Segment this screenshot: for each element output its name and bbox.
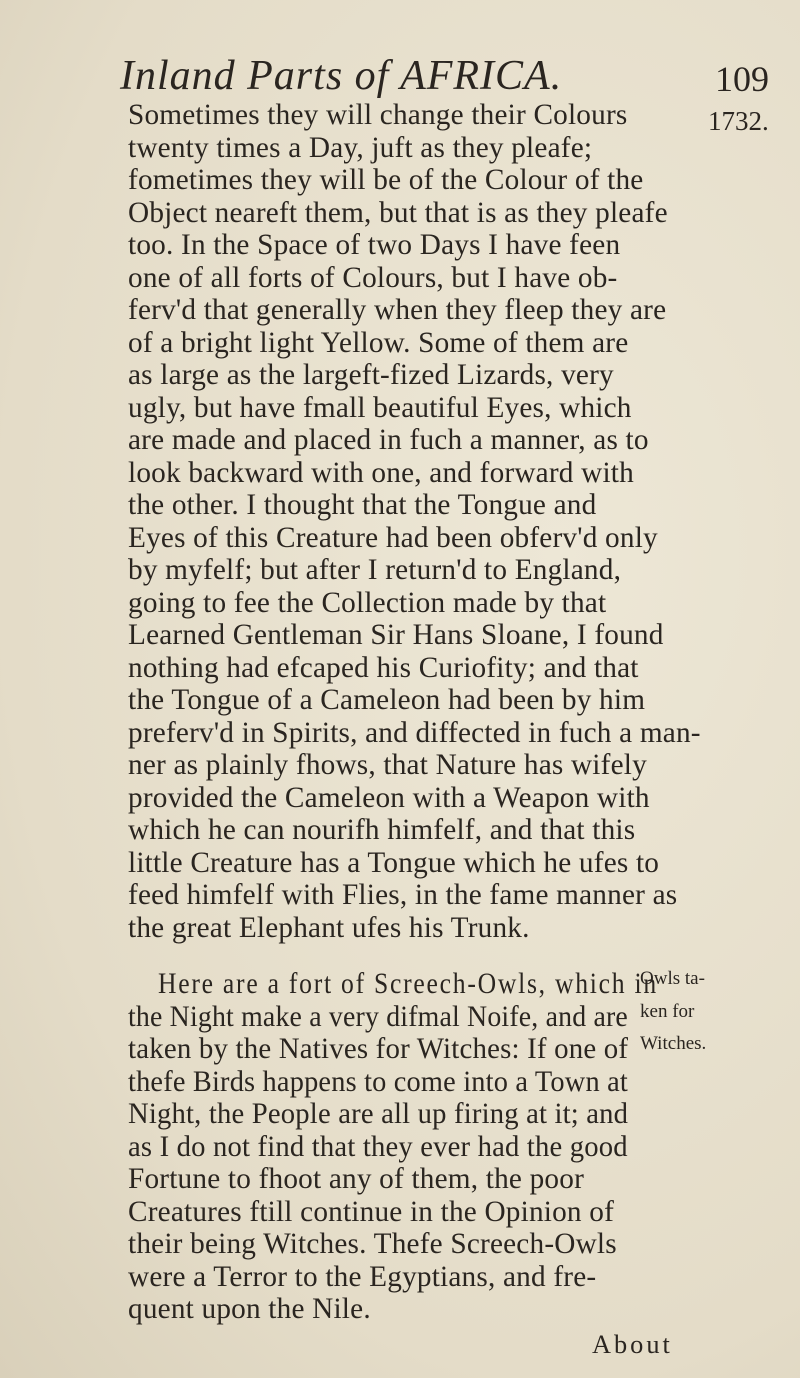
text-line: Fortune to fhoot any of them, the poor	[128, 1163, 585, 1196]
margin-year: 1732.	[708, 106, 769, 136]
text-line: Learned Gentleman Sir Hans Sloane, I found	[128, 619, 664, 652]
text-line: going to fee the Collection made by that	[128, 586, 607, 619]
text-line: provided the Cameleon with a Weapon with	[128, 781, 650, 814]
text-line: quent upon the Nile.	[128, 1293, 371, 1326]
text-line: are made and placed in fuch a manner, as to	[128, 424, 649, 457]
text-line: taken by the Natives for Witches: If one of	[128, 1033, 629, 1066]
text-line: as I do not find that they ever had the good	[128, 1130, 628, 1163]
page-header	[0, 40, 800, 100]
text-line: one of all forts of Colours, but I have ob-	[128, 261, 618, 294]
text-line: were a Terror to the Egyptians, and fre-	[128, 1260, 597, 1293]
text-line: their being Witches. Thefe Screech-Owls	[128, 1228, 617, 1261]
text-line: feed himfelf with Flies, in the fame manner as	[128, 879, 678, 912]
margin-note: Owls ta-	[640, 968, 705, 990]
text-line: the Night make a very difmal Noife, and are	[128, 1000, 628, 1033]
text-line: twenty times a Day, juft as they pleafe;	[128, 131, 593, 164]
text-line: look backward with one, and forward with	[128, 456, 634, 489]
text-line: preferv'd in Spirits, and diffected in fuch a man-	[128, 716, 701, 749]
text-line: too. In the Space of two Days I have feen	[128, 229, 621, 262]
text-line: the great Elephant ufes his Trunk.	[128, 911, 530, 944]
text-line: Creatures ftill continue in the Opinion of	[128, 1195, 615, 1228]
text-line: little Creature has a Tongue which he ufes to	[128, 846, 660, 879]
text-line: nothing had efcaped his Curiofity; and that	[128, 651, 639, 684]
text-line: ner as plainly fhows, that Nature has wifely	[128, 749, 647, 782]
text-line: fometimes they will be of the Colour of the	[128, 164, 644, 197]
text-line: as large as the largeft-fized Lizards, very	[128, 359, 614, 392]
text-line: ferv'd that generally when they fleep they are	[128, 294, 667, 327]
text-line: Night, the People are all up firing at it; and	[128, 1098, 629, 1131]
running-head: Inland Parts of AFRICA.	[120, 53, 563, 99]
text-line: of a bright light Yellow. Some of them are	[128, 326, 629, 359]
catchword: About	[592, 1330, 673, 1359]
page-number: 109	[715, 59, 769, 99]
text-line: Sometimes they will change their Colours	[128, 99, 628, 131]
text-line: which he can nourifh himfelf, and that this	[128, 814, 636, 847]
text-line: ugly, but have fmall beautiful Eyes, which	[128, 391, 632, 424]
margin-note: Witches.	[640, 1033, 707, 1055]
text-line: Eyes of this Creature had been obferv'd only	[128, 521, 658, 554]
text-line: thefe Birds happens to come into a Town at	[128, 1065, 628, 1098]
text-line: by myfelf; but after I return'd to England,	[128, 554, 622, 587]
text-line: the other. I thought that the Tongue and	[128, 489, 597, 522]
text-line: the Tongue of a Cameleon had been by him	[128, 684, 646, 717]
text-line: Object neareft them, but that is as they pleafe	[128, 196, 668, 229]
text-line: Here are a fort of Screech-Owls, which in	[158, 968, 658, 1001]
margin-note: ken for	[640, 1000, 695, 1022]
